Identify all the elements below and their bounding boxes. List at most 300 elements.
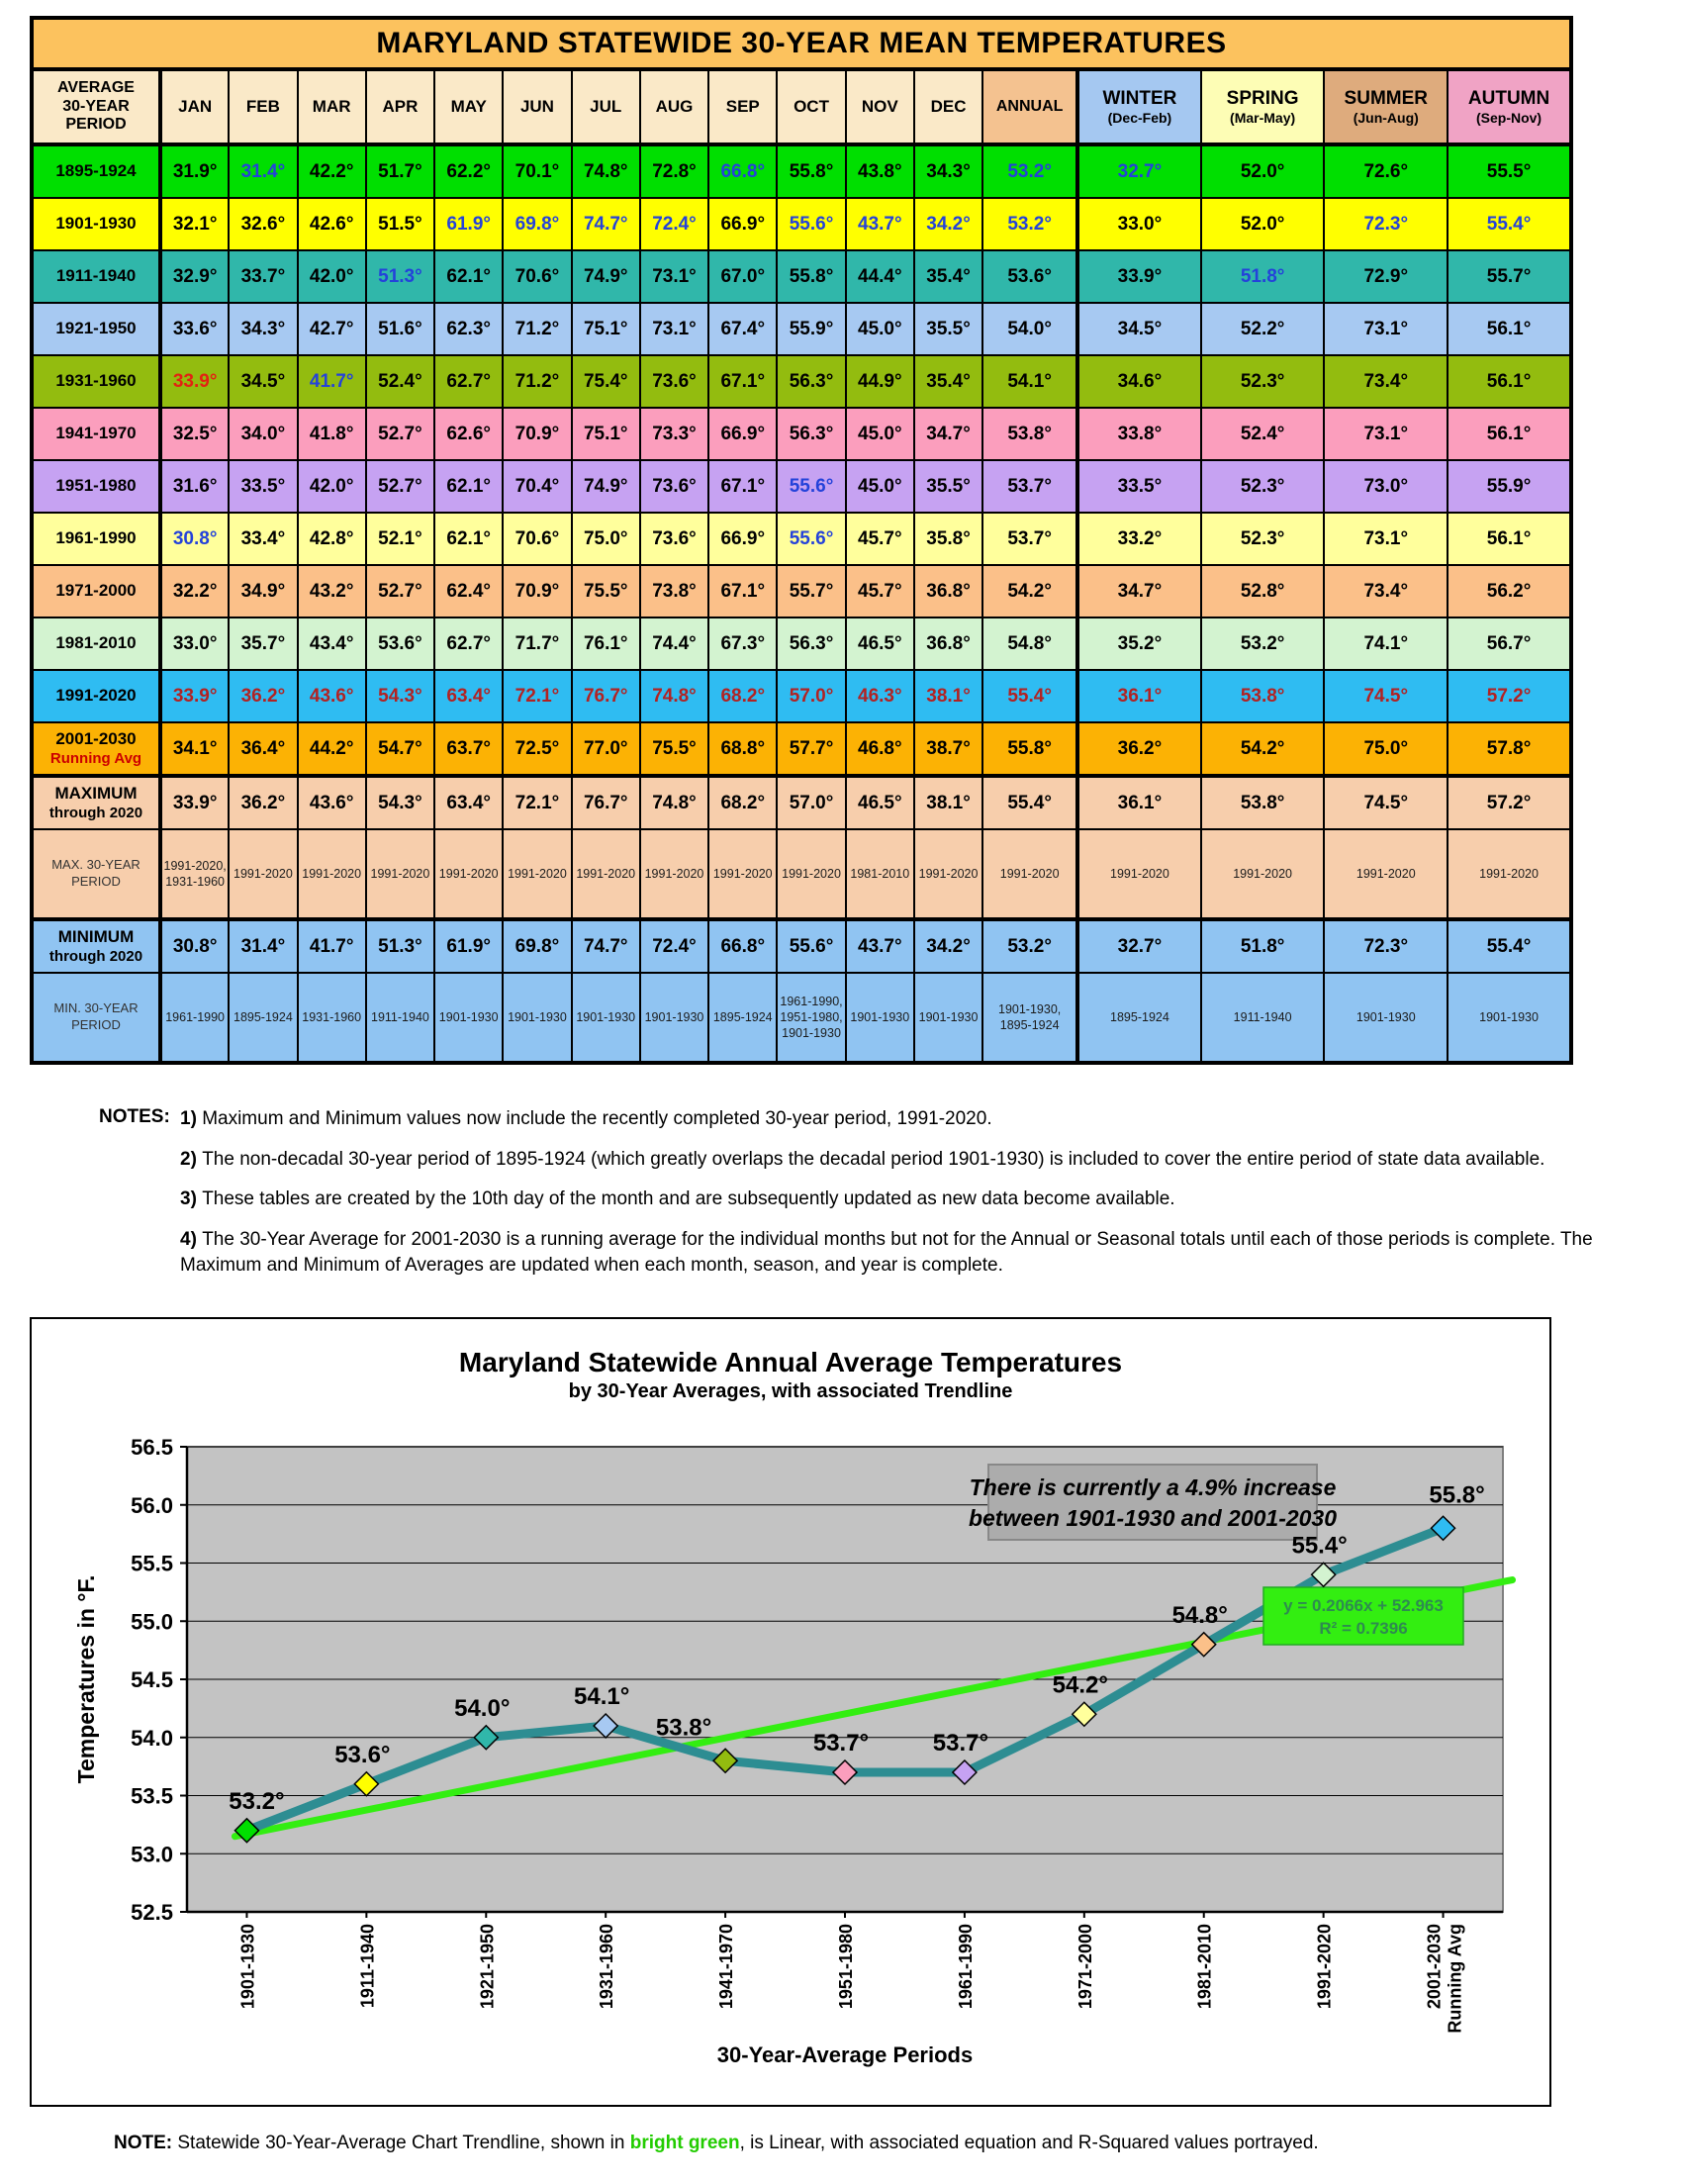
table-row xyxy=(32,460,1571,513)
table-cell: 42.7° xyxy=(298,303,366,355)
table-cell: 74.8° xyxy=(640,670,708,722)
table-cell: 33.8° xyxy=(1077,408,1201,460)
table-row-label: 1991-2020 xyxy=(32,670,160,722)
table-cell: 55.6° xyxy=(777,198,845,250)
table-cell: 68.2° xyxy=(708,670,777,722)
y-axis-title: Temperatures in °F. xyxy=(73,1574,99,1784)
table-cell: 54.0° xyxy=(982,303,1077,355)
table-cell: 51.3° xyxy=(366,919,434,973)
data-point-label: 54.0° xyxy=(454,1694,511,1722)
table-cell: 56.3° xyxy=(777,355,845,408)
table-row-label: 1961-1990 xyxy=(32,513,160,565)
table-cell: 74.7° xyxy=(572,198,640,250)
season-header: WINTER (Dec-Feb) xyxy=(1077,69,1201,144)
month-header: APR xyxy=(366,69,434,144)
season-header: SPRING (Mar-May) xyxy=(1201,69,1325,144)
table-cell: 53.2° xyxy=(982,919,1077,973)
table-cell: 57.0° xyxy=(777,776,845,829)
table-cell: 36.2° xyxy=(229,670,297,722)
data-point-label: 55.8° xyxy=(1429,1481,1485,1509)
table-row-label: 1895-1924 xyxy=(32,144,160,198)
table-cell: 55.4° xyxy=(1448,919,1571,973)
table-cell: 51.5° xyxy=(366,198,434,250)
table-cell: 74.1° xyxy=(1324,617,1448,670)
table-cell: 76.1° xyxy=(572,617,640,670)
table-cell: 73.1° xyxy=(640,303,708,355)
table-cell: 46.8° xyxy=(846,722,914,776)
table-cell: 62.6° xyxy=(434,408,503,460)
table-cell: 54.1° xyxy=(982,355,1077,408)
y-tick-label: 54.5 xyxy=(131,1667,173,1693)
table-cell: 34.6° xyxy=(1077,355,1201,408)
table-cell: 1901-1930, 1895-1924 xyxy=(982,973,1077,1063)
table-row xyxy=(32,670,1571,722)
table-cell: 1901-1930 xyxy=(1324,973,1448,1063)
table-cell: 74.8° xyxy=(640,776,708,829)
table-row xyxy=(32,408,1571,460)
table-cell: 73.1° xyxy=(1324,303,1448,355)
table-cell: 68.2° xyxy=(708,776,777,829)
table-row xyxy=(32,303,1571,355)
table-cell: 38.7° xyxy=(914,722,982,776)
table-cell: 53.8° xyxy=(982,408,1077,460)
table-cell: 1991-2020, 1931-1960 xyxy=(160,829,229,919)
table-cell: 74.9° xyxy=(572,460,640,513)
data-point-label: 55.4° xyxy=(1291,1532,1348,1560)
table-cell: 1991-2020 xyxy=(1077,829,1201,919)
table-cell: 44.4° xyxy=(846,250,914,303)
month-header: MAR xyxy=(298,69,366,144)
table-cell: 53.2° xyxy=(982,144,1077,198)
table-row-label: 1941-1970 xyxy=(32,408,160,460)
table-cell: 56.3° xyxy=(777,617,845,670)
annual-header: ANNUAL xyxy=(982,69,1077,144)
x-tick-label: 1901-1930 xyxy=(237,1924,258,2010)
x-axis-title: 30-Year-Average Periods xyxy=(716,2042,974,2068)
y-tick-label: 53.0 xyxy=(131,1842,173,1867)
table-cell: 70.9° xyxy=(503,408,571,460)
table-cell: 72.5° xyxy=(503,722,571,776)
table-cell: 57.2° xyxy=(1448,776,1571,829)
corner-header: AVERAGE 30-YEAR PERIOD xyxy=(32,69,160,144)
table-cell: 56.2° xyxy=(1448,565,1571,617)
table-cell: 31.9° xyxy=(160,144,229,198)
table-row xyxy=(32,617,1571,670)
table-cell: 53.7° xyxy=(982,460,1077,513)
table-cell: 1991-2020 xyxy=(982,829,1077,919)
table-cell: 75.0° xyxy=(572,513,640,565)
table-cell: 1991-2020 xyxy=(640,829,708,919)
table-cell: 70.1° xyxy=(503,144,571,198)
table-cell: 55.8° xyxy=(777,250,845,303)
table-cell: 1991-2020 xyxy=(572,829,640,919)
table-cell: 72.9° xyxy=(1324,250,1448,303)
table-cell: 1991-2020 xyxy=(434,829,503,919)
y-tick-label: 52.5 xyxy=(131,1900,173,1926)
table-cell: 75.5° xyxy=(572,565,640,617)
table-cell: 73.4° xyxy=(1324,565,1448,617)
chart-panel xyxy=(30,1317,1551,2107)
table-cell: 55.6° xyxy=(777,513,845,565)
table-cell: 32.6° xyxy=(229,198,297,250)
table-row-label: 1901-1930 xyxy=(32,198,160,250)
table-cell: 30.8° xyxy=(160,513,229,565)
table-cell: 34.2° xyxy=(914,919,982,973)
table-cell: 43.8° xyxy=(846,144,914,198)
table-cell: 35.2° xyxy=(1077,617,1201,670)
table-cell: 69.8° xyxy=(503,198,571,250)
table-cell: 74.7° xyxy=(572,919,640,973)
table-cell: 36.2° xyxy=(229,776,297,829)
table-row-label: MAX. 30-YEAR PERIOD xyxy=(32,829,160,919)
table-cell: 67.4° xyxy=(708,303,777,355)
table-cell: 73.1° xyxy=(1324,408,1448,460)
table-cell: 1895-1924 xyxy=(229,973,297,1063)
table-cell: 33.9° xyxy=(1077,250,1201,303)
table-cell: 42.0° xyxy=(298,250,366,303)
table-cell: 35.4° xyxy=(914,250,982,303)
table-cell: 55.5° xyxy=(1448,144,1571,198)
table-cell: 77.0° xyxy=(572,722,640,776)
table-cell: 72.1° xyxy=(503,670,571,722)
table-cell: 43.7° xyxy=(846,198,914,250)
x-tick-label: 1951-1980 xyxy=(836,1924,856,2010)
table-cell: 71.7° xyxy=(503,617,571,670)
table-cell: 51.6° xyxy=(366,303,434,355)
notes-label: NOTES: xyxy=(99,1106,170,1127)
notes-section xyxy=(99,1106,1664,1278)
table-row-label: 1981-2010 xyxy=(32,617,160,670)
table-cell: 74.9° xyxy=(572,250,640,303)
table-cell: 32.9° xyxy=(160,250,229,303)
table-title-row xyxy=(32,18,1571,69)
table-header-row xyxy=(32,69,1571,144)
table-cell: 54.3° xyxy=(366,670,434,722)
table-cell: 52.3° xyxy=(1201,513,1325,565)
table-cell: 41.7° xyxy=(298,919,366,973)
table-cell: 33.2° xyxy=(1077,513,1201,565)
y-tick-label: 55.0 xyxy=(131,1609,173,1635)
table-cell: 44.2° xyxy=(298,722,366,776)
table-row xyxy=(32,973,1571,1063)
table-cell: 1991-2020 xyxy=(366,829,434,919)
table-cell: 1895-1924 xyxy=(1077,973,1201,1063)
table-cell: 45.7° xyxy=(846,513,914,565)
table-cell: 62.2° xyxy=(434,144,503,198)
table-cell: 55.9° xyxy=(1448,460,1571,513)
table-cell: 57.8° xyxy=(1448,722,1571,776)
table-cell: 1961-1990, 1951-1980, 1901-1930 xyxy=(777,973,845,1063)
table-cell: 67.1° xyxy=(708,355,777,408)
data-point-label: 54.1° xyxy=(574,1683,630,1711)
table-cell: 1901-1930 xyxy=(572,973,640,1063)
table-cell: 33.5° xyxy=(229,460,297,513)
table-row-label: 1931-1960 xyxy=(32,355,160,408)
table-cell: 44.9° xyxy=(846,355,914,408)
table-cell: 38.1° xyxy=(914,670,982,722)
table-cell: 1991-2020 xyxy=(914,829,982,919)
note-item: 4) The 30-Year Average for 2001-2030 is a running average for the individual months but not for the Annual or Seasonal totals until each of those periods is complete. The Maximum and Minimum of Averages are updated when each month, season, and year is complete. xyxy=(180,1228,1593,1276)
table-cell: 75.1° xyxy=(572,303,640,355)
y-tick-label: 53.5 xyxy=(131,1783,173,1809)
x-tick-label: 1991-2020 xyxy=(1314,1924,1335,2010)
table-cell: 54.2° xyxy=(982,565,1077,617)
table-cell: 32.1° xyxy=(160,198,229,250)
month-header: MAY xyxy=(434,69,503,144)
table-cell: 1991-2020 xyxy=(777,829,845,919)
y-tick-label: 56.5 xyxy=(131,1435,173,1461)
table-cell: 34.3° xyxy=(914,144,982,198)
month-header: JAN xyxy=(160,69,229,144)
table-row xyxy=(32,355,1571,408)
table-cell: 53.2° xyxy=(1201,617,1325,670)
table-cell: 76.7° xyxy=(572,670,640,722)
x-tick-label: 1971-2000 xyxy=(1075,1924,1095,2010)
table-cell: 57.2° xyxy=(1448,670,1571,722)
table-cell: 56.1° xyxy=(1448,303,1571,355)
annotation-line2: between 1901-1930 and 2001-2030 xyxy=(968,1505,1338,1532)
table-cell: 74.8° xyxy=(572,144,640,198)
table-row-label: 1911-1940 xyxy=(32,250,160,303)
table-cell: 66.9° xyxy=(708,408,777,460)
table-cell: 55.4° xyxy=(1448,198,1571,250)
table-row xyxy=(32,250,1571,303)
table-cell: 52.4° xyxy=(1201,408,1325,460)
table-cell: 68.8° xyxy=(708,722,777,776)
table-cell: 52.3° xyxy=(1201,355,1325,408)
table-cell: 46.3° xyxy=(846,670,914,722)
data-point-label: 53.7° xyxy=(812,1730,870,1757)
table-cell: 33.7° xyxy=(229,250,297,303)
x-tick-label: 1921-1950 xyxy=(477,1924,498,2010)
table-row xyxy=(32,776,1571,829)
table-cell: 57.0° xyxy=(777,670,845,722)
table-cell: 73.8° xyxy=(640,565,708,617)
table-cell: 33.5° xyxy=(1077,460,1201,513)
data-point-label: 53.2° xyxy=(229,1787,285,1815)
table-cell: 43.6° xyxy=(298,776,366,829)
table-row xyxy=(32,919,1571,973)
table-cell: 54.8° xyxy=(982,617,1077,670)
table-cell: 63.7° xyxy=(434,722,503,776)
table-cell: 72.4° xyxy=(640,198,708,250)
table-cell: 55.7° xyxy=(777,565,845,617)
table-cell: 32.2° xyxy=(160,565,229,617)
table-cell: 34.7° xyxy=(1077,565,1201,617)
table-cell: 43.4° xyxy=(298,617,366,670)
table-cell: 73.6° xyxy=(640,513,708,565)
month-header: OCT xyxy=(777,69,845,144)
table-cell: 35.4° xyxy=(914,355,982,408)
month-header: NOV xyxy=(846,69,914,144)
note-item: 1) Maximum and Minimum values now include the recently completed 30-year period, 1991-2020. xyxy=(180,1108,992,1129)
month-header: AUG xyxy=(640,69,708,144)
table-cell: 36.1° xyxy=(1077,670,1201,722)
table-cell: 61.9° xyxy=(434,919,503,973)
table-cell: 1991-2020 xyxy=(298,829,366,919)
table-cell: 73.4° xyxy=(1324,355,1448,408)
table-cell: 54.3° xyxy=(366,776,434,829)
trend-chart-svg xyxy=(48,1407,1533,2105)
table-cell: 63.4° xyxy=(434,670,503,722)
table-cell: 56.7° xyxy=(1448,617,1571,670)
table-cell: 46.5° xyxy=(846,776,914,829)
table-cell: 34.5° xyxy=(1077,303,1201,355)
table-cell: 46.5° xyxy=(846,617,914,670)
table-cell: 1901-1930 xyxy=(846,973,914,1063)
table-cell: 62.1° xyxy=(434,460,503,513)
table-row-label: MAXIMUM through 2020 xyxy=(32,776,160,829)
data-point-label: 53.6° xyxy=(334,1741,391,1768)
y-tick-label: 56.0 xyxy=(131,1492,173,1518)
table-cell: 1901-1930 xyxy=(434,973,503,1063)
table-cell: 54.7° xyxy=(366,722,434,776)
table-cell: 43.7° xyxy=(846,919,914,973)
table-cell: 42.6° xyxy=(298,198,366,250)
table-cell: 34.3° xyxy=(229,303,297,355)
table-cell: 31.4° xyxy=(229,919,297,973)
table-cell: 52.7° xyxy=(366,460,434,513)
table-cell: 55.6° xyxy=(777,919,845,973)
month-header: SEP xyxy=(708,69,777,144)
season-header: SUMMER (Jun-Aug) xyxy=(1324,69,1448,144)
table-cell: 36.8° xyxy=(914,565,982,617)
table-cell: 72.4° xyxy=(640,919,708,973)
x-tick-label: 2001-2030 xyxy=(1424,1924,1445,2010)
table-cell: 1991-2020 xyxy=(503,829,571,919)
table-cell: 75.4° xyxy=(572,355,640,408)
table-cell: 53.7° xyxy=(982,513,1077,565)
table-cell: 51.8° xyxy=(1201,250,1325,303)
table-cell: 56.1° xyxy=(1448,513,1571,565)
table-cell: 1991-2020 xyxy=(1201,829,1325,919)
table-cell: 35.5° xyxy=(914,460,982,513)
table-cell: 62.3° xyxy=(434,303,503,355)
x-tick-label: Running Avg xyxy=(1445,1924,1465,2034)
table-cell: 30.8° xyxy=(160,919,229,973)
table-cell: 52.2° xyxy=(1201,303,1325,355)
table-cell: 32.7° xyxy=(1077,919,1201,973)
table-cell: 69.8° xyxy=(503,919,571,973)
table-cell: 54.2° xyxy=(1201,722,1325,776)
table-cell: 1981-2010 xyxy=(846,829,914,919)
r-squared-text: R² = 0.7396 xyxy=(1319,1619,1408,1639)
table-cell: 67.1° xyxy=(708,460,777,513)
table-cell: 45.7° xyxy=(846,565,914,617)
table-cell: 76.7° xyxy=(572,776,640,829)
table-cell: 70.4° xyxy=(503,460,571,513)
table-cell: 52.0° xyxy=(1201,198,1325,250)
note-item: 3) These tables are created by the 10th day of the month and are subsequently updated as new data become available. xyxy=(180,1188,1175,1210)
table-cell: 53.8° xyxy=(1201,670,1325,722)
table-cell: 45.0° xyxy=(846,303,914,355)
bottom-note-label: NOTE: xyxy=(114,2133,173,2154)
table-cell: 66.9° xyxy=(708,198,777,250)
table-cell: 41.8° xyxy=(298,408,366,460)
table-cell: 31.6° xyxy=(160,460,229,513)
table-cell: 42.8° xyxy=(298,513,366,565)
table-cell: 45.0° xyxy=(846,460,914,513)
table-cell: 1961-1990 xyxy=(160,973,229,1063)
table-cell: 1911-1940 xyxy=(1201,973,1325,1063)
table-cell: 43.2° xyxy=(298,565,366,617)
table-cell: 57.7° xyxy=(777,722,845,776)
table-cell: 71.2° xyxy=(503,355,571,408)
table-cell: 73.6° xyxy=(640,460,708,513)
table-cell: 67.3° xyxy=(708,617,777,670)
table-cell: 56.1° xyxy=(1448,355,1571,408)
table-cell: 1901-1930 xyxy=(503,973,571,1063)
table-cell: 75.5° xyxy=(640,722,708,776)
table-cell: 53.6° xyxy=(982,250,1077,303)
table-cell: 35.7° xyxy=(229,617,297,670)
table-cell: 41.7° xyxy=(298,355,366,408)
table-cell: 1991-2020 xyxy=(1448,829,1571,919)
table-cell: 1901-1930 xyxy=(1448,973,1571,1063)
table-cell: 55.7° xyxy=(1448,250,1571,303)
table-cell: 51.7° xyxy=(366,144,434,198)
month-header: JUN xyxy=(503,69,571,144)
table-cell: 33.9° xyxy=(160,670,229,722)
table-row-label: 1971-2000 xyxy=(32,565,160,617)
table-cell: 36.1° xyxy=(1077,776,1201,829)
data-point-label: 53.7° xyxy=(932,1730,989,1757)
table-cell: 52.1° xyxy=(366,513,434,565)
temperature-table xyxy=(30,16,1573,1065)
table-cell: 33.0° xyxy=(1077,198,1201,250)
table-cell: 52.8° xyxy=(1201,565,1325,617)
table-cell: 42.0° xyxy=(298,460,366,513)
table-cell: 56.1° xyxy=(1448,408,1571,460)
bottom-note-text-1: Statewide 30-Year-Average Chart Trendline, shown in xyxy=(172,2133,630,2154)
table-cell: 35.8° xyxy=(914,513,982,565)
table-cell: 55.6° xyxy=(777,460,845,513)
table-cell: 52.7° xyxy=(366,408,434,460)
table-cell: 67.0° xyxy=(708,250,777,303)
table-cell: 70.9° xyxy=(503,565,571,617)
table-cell: 66.8° xyxy=(708,919,777,973)
table-cell: 73.3° xyxy=(640,408,708,460)
bottom-note-text-2: , is Linear, with associated equation and R-Squared values portrayed. xyxy=(739,2133,1319,2154)
table-cell: 62.7° xyxy=(434,355,503,408)
table-row-label: MINIMUM through 2020 xyxy=(32,919,160,973)
table-row-label: 1951-1980 xyxy=(32,460,160,513)
table-cell: 55.4° xyxy=(982,670,1077,722)
note-item: 2) The non-decadal 30-year period of 1895-1924 (which greatly overlaps the decadal period 1901-1930) is included to cover the entire period of state data available. xyxy=(180,1148,1545,1170)
table-cell: 1901-1930 xyxy=(640,973,708,1063)
table-cell: 32.7° xyxy=(1077,144,1201,198)
table-cell: 1911-1940 xyxy=(366,973,434,1063)
annotation-line1: There is currently a 4.9% increase xyxy=(969,1474,1337,1501)
equation-text: y = 0.2066x + 52.963 xyxy=(1283,1596,1444,1616)
table-cell: 75.1° xyxy=(572,408,640,460)
table-cell: 33.6° xyxy=(160,303,229,355)
table-row xyxy=(32,513,1571,565)
x-tick-label: 1961-1990 xyxy=(955,1924,976,2010)
table-row-label: MIN. 30-YEAR PERIOD xyxy=(32,973,160,1063)
table-cell: 63.4° xyxy=(434,776,503,829)
table-cell: 32.5° xyxy=(160,408,229,460)
table-cell: 53.8° xyxy=(1201,776,1325,829)
data-point-label: 53.8° xyxy=(655,1714,712,1742)
table-row xyxy=(32,722,1571,776)
x-tick-label: 1911-1940 xyxy=(357,1924,378,2009)
table-cell: 61.9° xyxy=(434,198,503,250)
season-header: AUTUMN (Sep-Nov) xyxy=(1448,69,1571,144)
table-cell: 42.2° xyxy=(298,144,366,198)
table-cell: 33.9° xyxy=(160,355,229,408)
table-cell: 43.6° xyxy=(298,670,366,722)
